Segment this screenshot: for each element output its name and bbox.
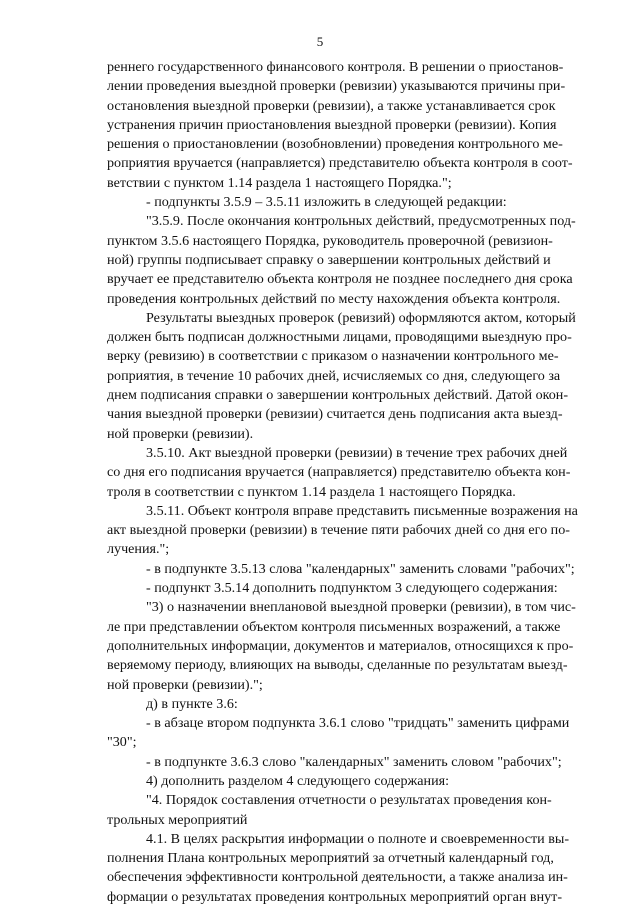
text-line: формации о результатах проведения контрольных мероприятий орган внут-: [107, 888, 563, 905]
paragraph: [107, 598, 576, 694]
text-line: 4.1. В целях раскрытия информации о полноте и своевременности вы-: [146, 830, 570, 847]
text-line: акт выездной проверки (ревизии) в течение пяти рабочих дней со дня его по-: [107, 522, 570, 539]
text-line: дополнительных информации, документов и материалов, относящихся к про-: [107, 637, 574, 654]
text-line: днем подписания справки о завершении контрольных действий. Датой окон-: [107, 387, 569, 404]
text-line: обеспечения эффективности контрольной деятельности, а также анализа ин-: [107, 869, 568, 886]
text-line: верку (ревизию) в соответствии с приказом о назначении контрольного ме-: [107, 348, 559, 365]
text-line: пунктом 3.5.6 настоящего Порядка, руководитель проверочной (ревизион-: [107, 232, 553, 249]
paragraph: [107, 212, 576, 308]
text-line: "4. Порядок составления отчетности о результатах проведения кон-: [146, 792, 552, 809]
paragraph: [107, 444, 571, 502]
text-line: - подпункты 3.5.9 – 3.5.11 изложить в следующей редакции:: [146, 194, 507, 211]
text-line: реннего государственного финансового контроля. В решении о приостанов-: [107, 59, 564, 75]
document-body: [107, 58, 578, 907]
text-line: 3.5.10. Акт выездной проверки (ревизии) в течение трех рабочих дней: [146, 444, 568, 461]
text-line: ной) группы подписывает справку о завершении контрольных действий и: [107, 251, 551, 268]
paragraph: [107, 772, 533, 791]
text-line: вручает ее представителю объекта контроля не позднее последнего дня срока: [107, 271, 573, 288]
text-line: Результаты выездных проверок (ревизий) оформляются актом, который: [146, 309, 576, 326]
text-line: со дня его подписания вручается (направляется) представителю объекта кон-: [107, 464, 571, 481]
text-line: "3) о назначении внеплановой выездной проверки (ревизии), в том чис-: [146, 599, 576, 616]
text-line: ветствии с пунктом 1.14 раздела 1 настоящего Порядка.";: [107, 174, 452, 191]
text-line: ле при представлении объектом контроля письменных возражений, а также: [107, 618, 561, 635]
text-line: - в подпункте 3.6.3 слово "календарных" заменить словом "рабочих";: [146, 753, 562, 770]
text-line: полнения Плана контрольных мероприятий за отчетный календарный год,: [107, 850, 554, 867]
text-line: - подпункт 3.5.14 дополнить подпунктом 3 следующего содержания:: [146, 580, 558, 597]
paragraph: [107, 695, 533, 714]
text-line: проведения контрольных действий по месту нахождения объекта контроля.: [107, 290, 561, 307]
text-line: - в подпункте 3.5.13 слова "календарных" заменить словами "рабочих";: [146, 560, 575, 577]
text-line: роприятия, в течение 10 рабочих дней, исчисляемых со дня, следующего за: [107, 367, 561, 384]
paragraph: [107, 579, 558, 598]
text-line: д) в пункте 3.6:: [146, 695, 238, 712]
text-line: остановления выездной проверки (ревизии), а также устанавливается срок: [107, 97, 556, 114]
text-line: веряемому периоду, влияющих на выводы, сделанные по результатам выезд-: [107, 657, 568, 674]
paragraph: [107, 502, 578, 560]
text-line: 4) дополнить разделом 4 следующего содержания:: [146, 772, 450, 789]
text-line: устранения причин приостановления выездной проверки (ревизии). Копия: [107, 116, 557, 133]
paragraph: [107, 560, 575, 579]
paragraph: [107, 830, 570, 907]
paragraph: [107, 58, 573, 193]
text-line: - в абзаце втором подпункта 3.6.1 слово "тридцать" заменить цифрами: [146, 715, 570, 732]
text-line: чания выездной проверки (ревизии) считается день подписания акта выезд-: [107, 406, 563, 423]
text-line: лении проведения выездной проверки (ревизии) указываются причины при-: [107, 78, 566, 95]
paragraph: [107, 753, 562, 772]
text-line: 3.5.11. Объект контроля вправе представить письменные возражения на: [146, 502, 578, 519]
text-line: "3.5.9. После окончания контрольных действий, предусмотренных под-: [146, 213, 576, 230]
paragraph: [107, 193, 533, 212]
paragraph: [107, 309, 576, 444]
page-number: 5: [316, 34, 324, 49]
text-line: должен быть подписан должностными лицами, проводящими выездную про-: [107, 329, 572, 346]
text-line: ной проверки (ревизии).";: [107, 676, 263, 693]
paragraph: [107, 714, 570, 753]
text-line: "30";: [107, 734, 137, 751]
text-line: ной проверки (ревизии).: [107, 425, 254, 442]
text-line: трольных мероприятий: [107, 811, 248, 828]
text-line: троля в соответствии с пунктом 1.14 раздела 1 настоящего Порядка.: [107, 483, 516, 500]
text-line: решения о приостановлении (возобновлении) проведения контрольного ме-: [107, 136, 563, 153]
paragraph: [107, 791, 552, 830]
text-line: роприятия вручается (направляется) представителю объекта контроля в соот-: [107, 155, 573, 172]
text-line: лучения.";: [107, 541, 170, 558]
